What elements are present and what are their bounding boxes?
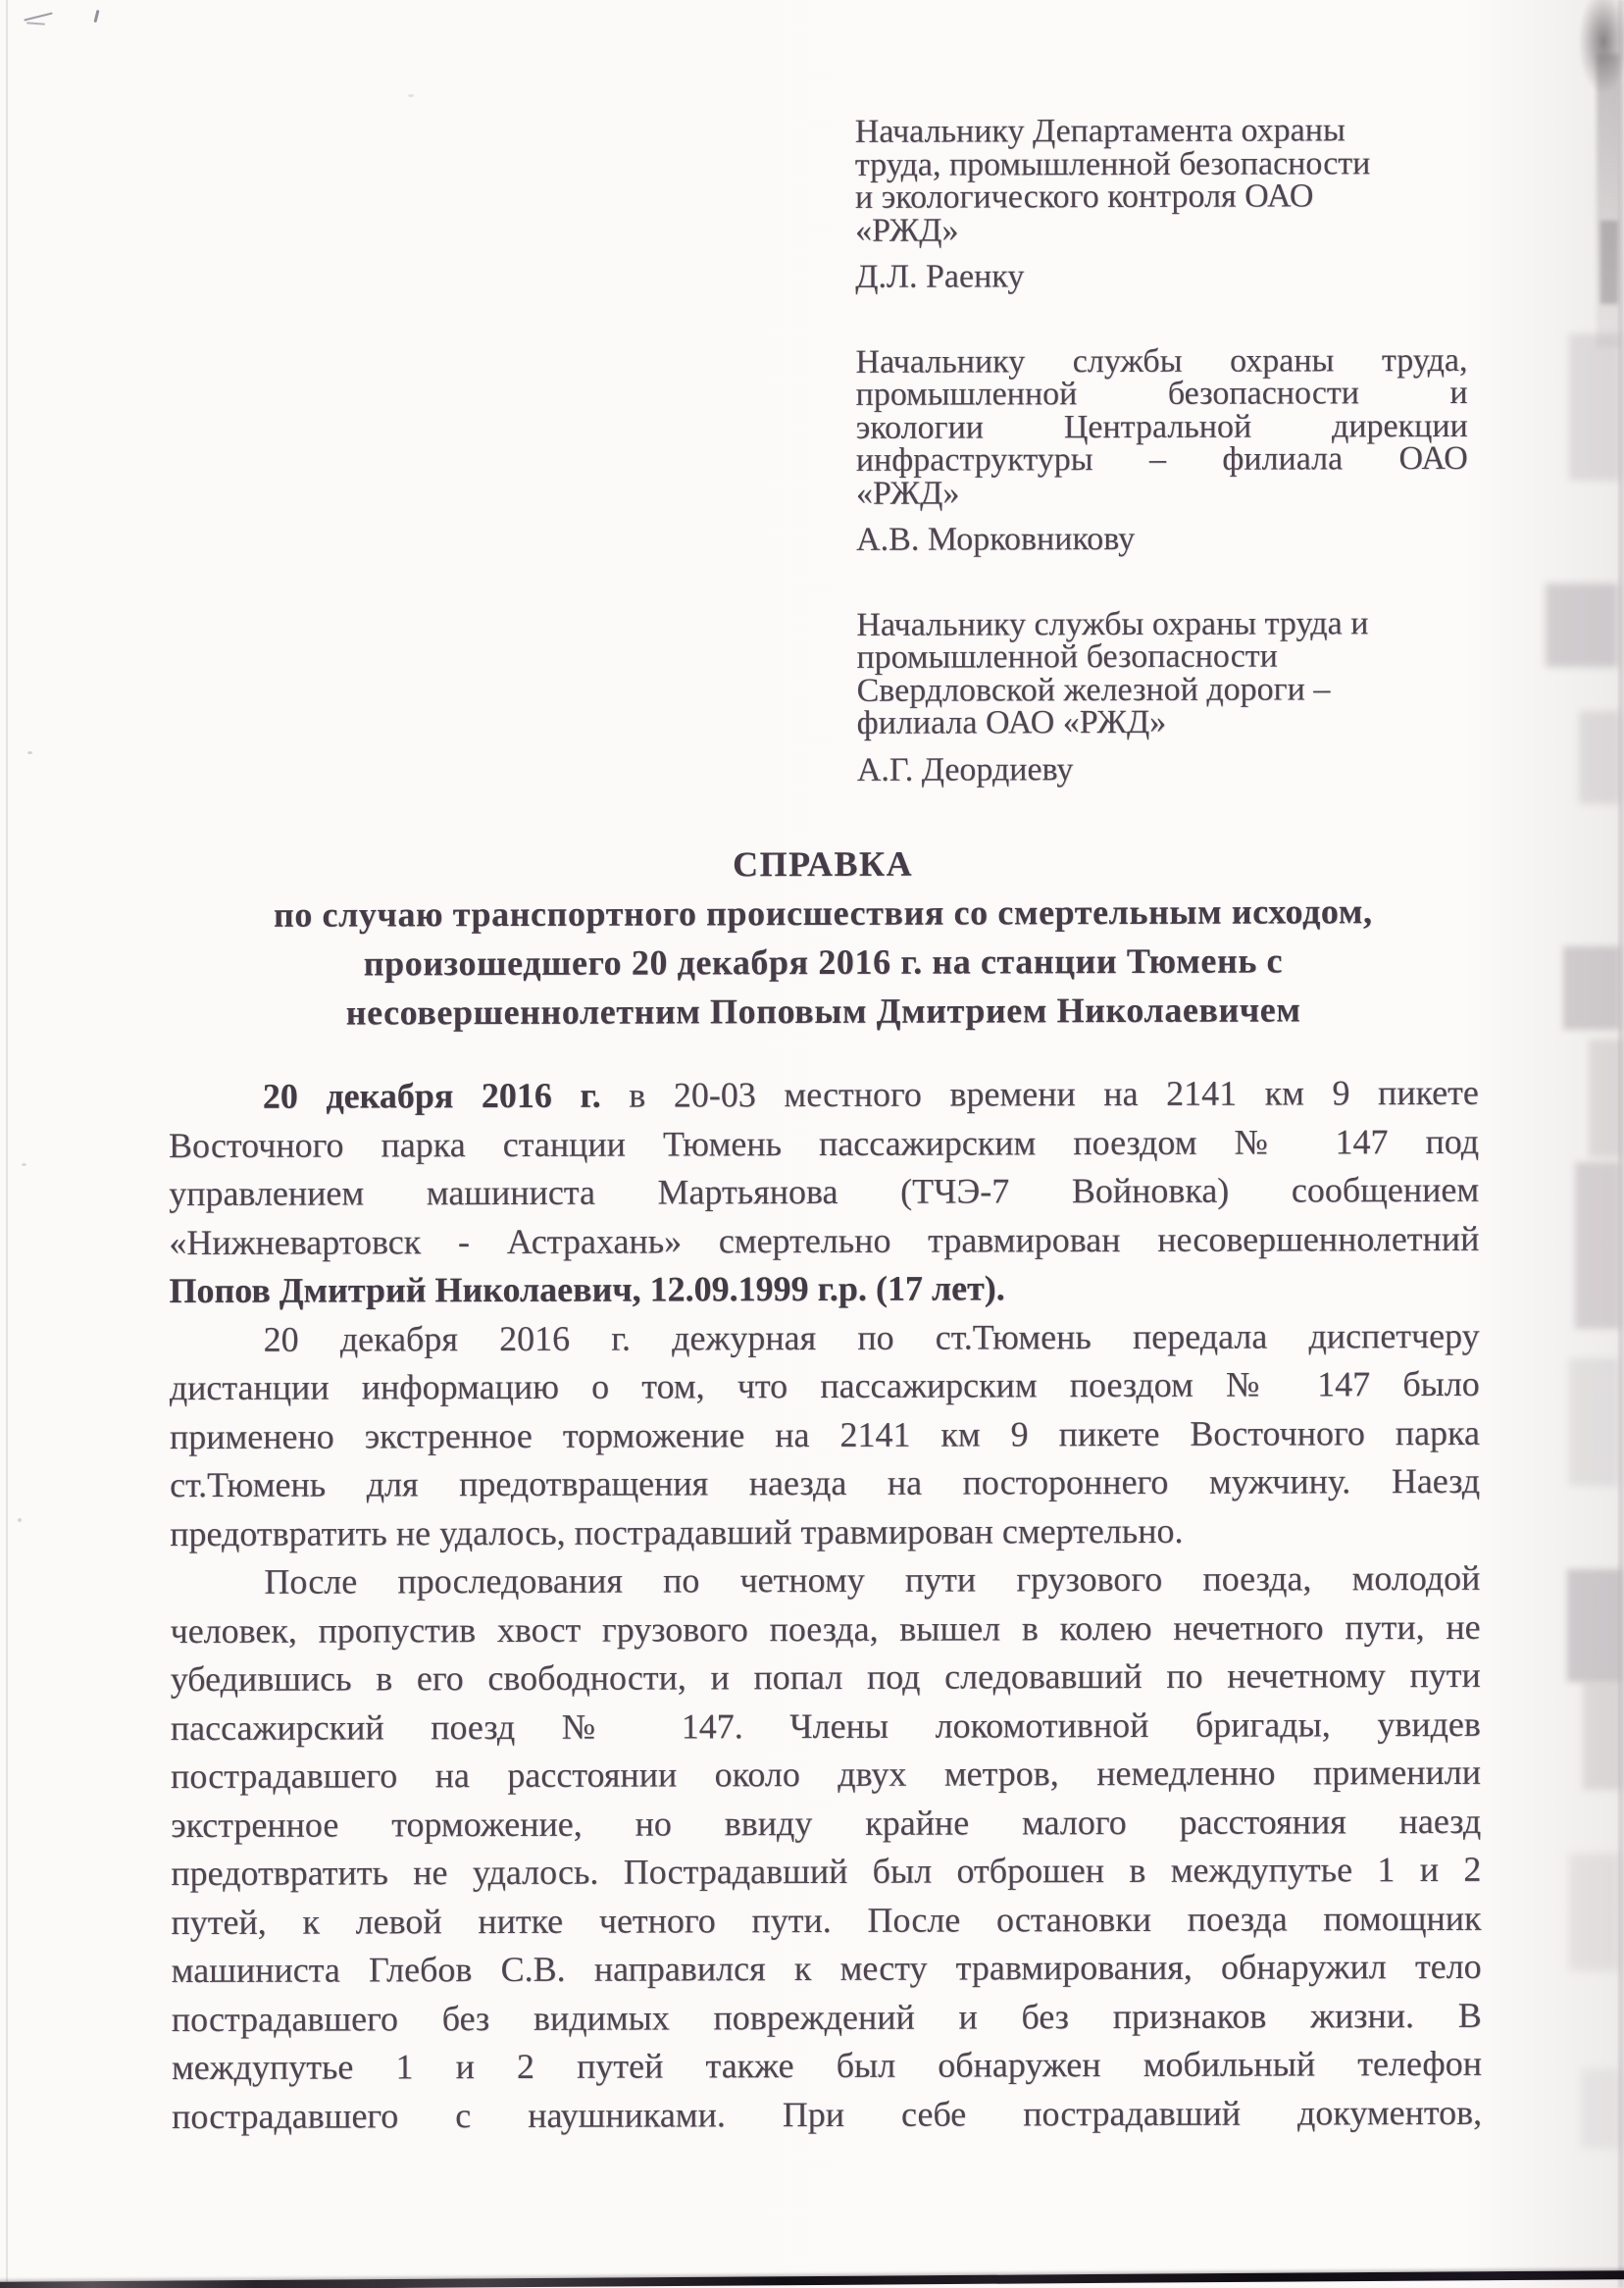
body-text (169, 1069, 1482, 2141)
body-line: убедившись в его свободности, и попал под следовавший по нечетному пути (170, 1654, 1481, 1700)
body-line: междупутье 1 и 2 путей также был обнаружен мобильный телефон (171, 2043, 1483, 2088)
addressee-line: Начальнику службы охраны труда и (856, 604, 1369, 643)
addressee-line: Начальнику Департамента охраны (854, 112, 1345, 150)
addressee-line: и экологического контроля ОАО (854, 178, 1314, 216)
subtitle-line: по случаю транспортного происшествия со смертельным исходом, (273, 891, 1373, 935)
addressee-line: «РЖД» (855, 475, 960, 512)
body-line: дистанции информацию о том, что пассажирским поездом № 147 было (169, 1363, 1480, 1408)
body-line: «Нижневартовск - Астрахань» смертельно травмирован несовершеннолетний (169, 1218, 1480, 1262)
body-line: пострадавшего с наушниками. При себе пострадавший документов, (172, 2092, 1483, 2136)
addressee-line: Свердловской железной дороги – (856, 670, 1331, 709)
addressee-name: Д.Л. Раенку (855, 258, 1025, 295)
body-line: После проследования по четному пути грузового поезда, молодой (264, 1557, 1481, 1602)
subtitle-line: несовершеннолетним Поповым Дмитрием Николаевичем (345, 990, 1301, 1033)
body-line: 20 декабря 2016 г. дежурная по ст.Тюмень передала диспетчеру (263, 1315, 1480, 1359)
addressee-line: промышленной безопасности и (855, 374, 1468, 413)
body-line: пострадавшего на расстоянии около двух метров, немедленно применили (170, 1752, 1482, 1797)
body-line: предотвратить не удалось, пострадавший травмирован смертельно. (170, 1510, 1184, 1553)
document-title: СПРАВКА (733, 843, 914, 885)
body-line: ст.Тюмень для предотвращения наезда на постороннего мужчину. Наезд (170, 1460, 1481, 1505)
addressee-line: инфраструктуры – филиала ОАО (855, 439, 1468, 479)
addressee-line: промышленной безопасности (856, 637, 1278, 676)
body-line: пассажирский поезд № 147. Члены локомотивной бригады, увидев (170, 1703, 1481, 1748)
body-line: Попов Дмитрий Николаевич, 12.09.1999 г.р. (17 лет). (169, 1268, 1005, 1311)
addressee-block (856, 606, 1469, 786)
body-line: управлением машиниста Мартьянова (ТЧЭ-7 Войновка) сообщением (169, 1169, 1480, 1214)
addressee-line: Начальнику службы охраны труда, (855, 341, 1468, 381)
document-subtitle (166, 887, 1480, 1038)
addressee-line: филиала ОАО «РЖД» (856, 703, 1167, 741)
subtitle-line: произошедшего 20 декабря 2016 г. на станции Тюмень с (363, 941, 1284, 984)
body-line: экстренное торможение, но ввиду крайне малого расстояния наезд (171, 1801, 1482, 1845)
title-block (166, 838, 1481, 1038)
body-line: машиниста Глебов С.В. направился к месту травмирования, обнаружил тело (171, 1946, 1482, 1991)
body-line: 20 декабря 2016 г. в 20-03 местного времени на 2141 км 9 пикете (262, 1072, 1479, 1116)
body-line: путей, к левой нитке четного пути. После остановки поезда помощник (171, 1898, 1482, 1942)
addressee-name: А.Г. Деордиеву (856, 750, 1074, 788)
body-line: применено экстренное торможение на 2141 км 9 пикете Восточного парка (169, 1412, 1480, 1456)
body-line: человек, пропустив хвост грузового поезда, вышел в колею нечетного пути, не (170, 1606, 1481, 1651)
body-line: пострадавшего без видимых повреждений и без признаков жизни. В (171, 1995, 1482, 2039)
addressee-line: «РЖД» (855, 212, 959, 249)
addressee-block (855, 343, 1468, 556)
body-line: Восточного парка станции Тюмень пассажирским поездом № 147 под (168, 1121, 1480, 1165)
addressee-block (855, 114, 1468, 293)
addressee-name: А.В. Морковникову (856, 520, 1136, 558)
body-line: предотвратить не удалось. Пострадавший был отброшен в междупутье 1 и 2 (171, 1849, 1482, 1894)
addressee-line: экологии Центральной дирекции (855, 407, 1468, 446)
addressee-column (855, 114, 1469, 787)
addressee-line: труда, промышленной безопасности (854, 144, 1371, 183)
